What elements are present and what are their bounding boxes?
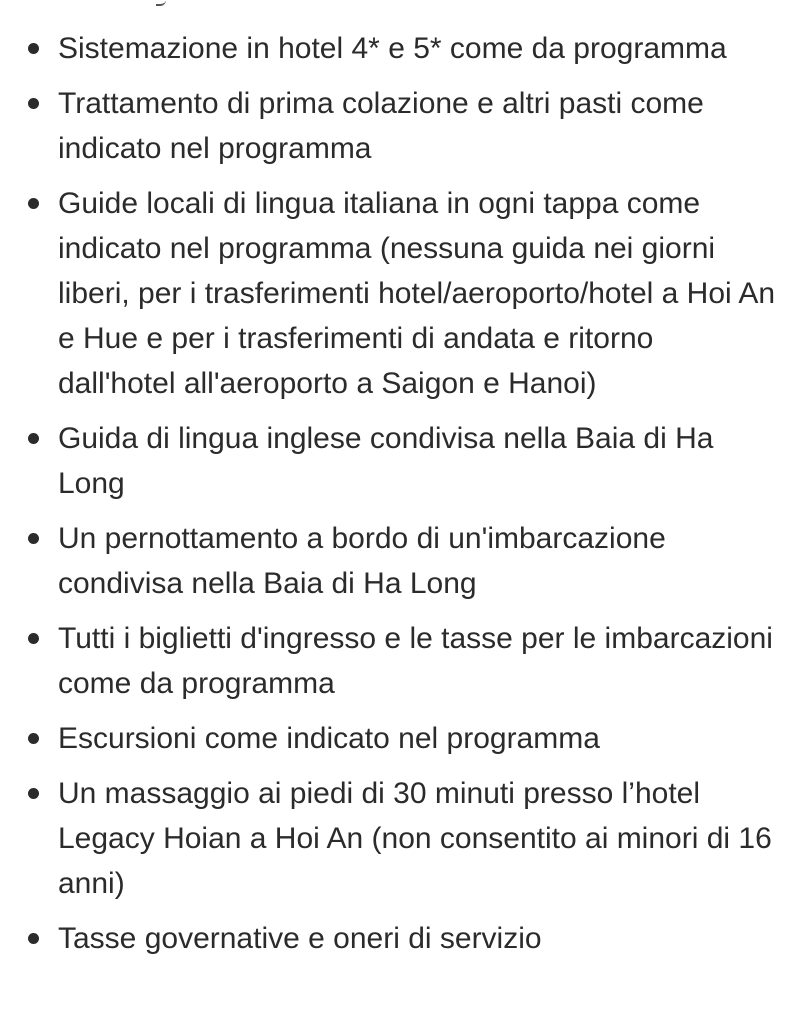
list-item [0, 516, 798, 606]
list-item-text: Tutti i biglietti d'ingresso e le tasse per le imbarcazioni come da programma [58, 622, 773, 700]
list-item [0, 26, 798, 71]
inclusions-list [0, 26, 798, 971]
bullet-icon [28, 933, 39, 944]
list-item [0, 916, 798, 961]
bullet-icon [28, 733, 39, 744]
bullet-icon [28, 433, 39, 444]
list-item [0, 616, 798, 706]
bullet-icon [28, 43, 39, 54]
list-item [0, 716, 798, 761]
bullet-icon [28, 98, 39, 109]
list-item-text: Sistemazione in hotel 4* e 5* come da programma [58, 32, 727, 65]
list-item [0, 771, 798, 906]
bullet-icon [28, 788, 39, 799]
list-item-text: Escursioni come indicato nel programma [58, 722, 600, 755]
list-item-text: Un pernottamento a bordo di un'imbarcazione condivisa nella Baia di Ha Long [58, 522, 666, 600]
list-item-text: Guida di lingua inglese condivisa nella Baia di Ha Long [58, 422, 714, 500]
list-item-text: Guide locali di lingua italiana in ogni tappa come indicato nel programma (nessuna guida nei giorni liberi, per i trasferimenti hotel/aeroporto/hotel a Hoi An e Hue e per i trasferimenti di andata e ritorno dall'hotel all'aeroporto a Saigon e Hanoi) [58, 187, 776, 400]
bullet-icon [28, 533, 39, 544]
cropped-text-fragment [156, 0, 166, 6]
list-item-text: Trattamento di prima colazione e altri pasti come indicato nel programma [58, 87, 704, 165]
list-item-text: Un massaggio ai piedi di 30 minuti presso l’hotel Legacy Hoian a Hoi An (non consentito ai minori di 16 anni) [58, 777, 772, 900]
bullet-icon [28, 198, 39, 209]
list-item [0, 81, 798, 171]
list-item [0, 416, 798, 506]
list-item [0, 181, 798, 406]
list-item-text: Tasse governative e oneri di servizio [58, 922, 542, 955]
bullet-icon [28, 633, 39, 644]
